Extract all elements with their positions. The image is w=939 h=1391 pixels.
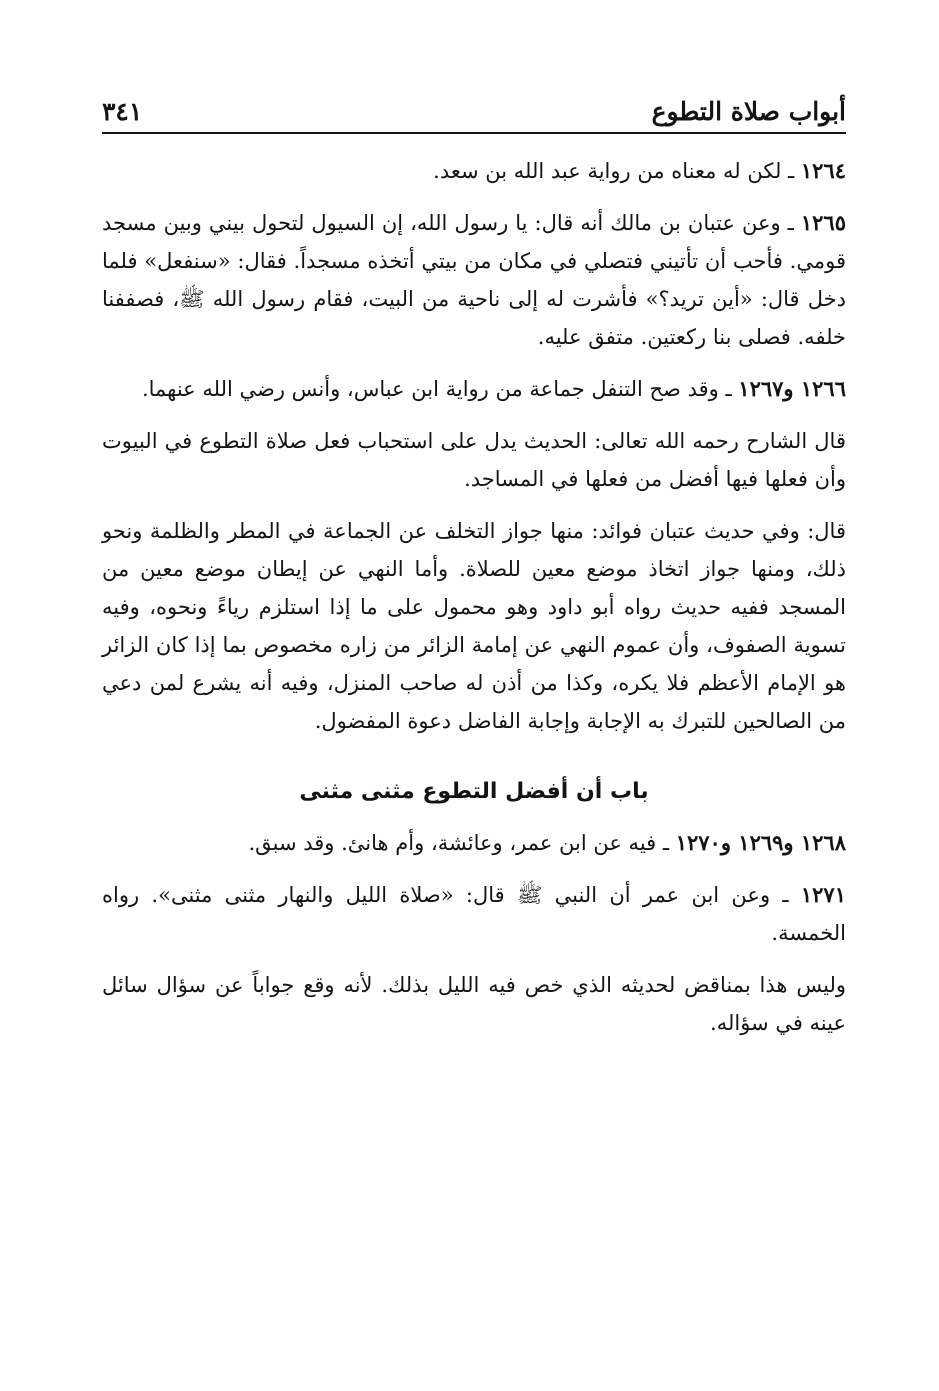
paragraph-text: ـ وعن عتبان بن مالك أنه قال: يا رسول الله، إن السيول لتحول بيني وبين مسجد قومي. فأحب أن تأتيني فتصلي في مكان من بيتي أتخذه مسجداً. فقال: «سنفعل» فلما دخل قال: «أين تريد؟» فأشرت له إلى ناحية من البيت، فقام رسول الله ﷺ، فصففنا خلفه. فصلى بنا ركعتين. متفق عليه. [102,211,846,349]
commentary-paragraph: قال الشارح رحمه الله تعالى: الحديث يدل على استحباب فعل صلاة التطوع في البيوت وأن فعلها فيها أفضل من فعلها في المساجد. [102,429,846,491]
hadith-number: ١٢٦٨ و١٢٦٩ و١٢٧٠ [675,830,846,855]
chapter-heading: باب أن أفضل التطوع مثنى مثنى [299,779,649,804]
hadith-number: ١٢٦٤ [800,158,846,183]
hadith-number: ١٢٧١ [800,882,846,907]
paragraph-1271 [102,876,846,952]
paragraph-text: ـ وقد صح التنفل جماعة من رواية ابن عباس، وأنس رضي الله عنهما. [141,377,732,401]
benefits-paragraph: قال: وفي حديث عتبان فوائد: منها جواز التخلف عن الجماعة في المطر والظلمة ونحو ذلك، ومنها جواز اتخاذ موضع معين للصلاة. وأما النهي عن إيطان موضع معين من المسجد ففيه حديث رواه أبو داود وهو محمول على ما إذا استلزم رياءً ونحوه، وفيه تسوية الصفوف، وأن عموم النهي عن إمامة الزائر من زاره مخصوص بما إذا كان الزائر هو الإمام الأعظم فلا يكره، وكذا من أذن له صاحب المنزل، وفيه أنه يشرع لمن دعي من الصالحين للتبرك به الإجابة وإجابة الفاضل دعوة المفضول. [102,519,846,733]
hadith-number: ١٢٦٦ و١٢٦٧ [738,376,846,401]
paragraph-text: ـ لكن له معناه من رواية عبد الله بن سعد. [433,159,795,183]
paragraph-1265 [102,204,846,356]
page-number: ٣٤١ [102,97,143,126]
paragraph-text: ـ فيه عن ابن عمر، وعائشة، وأم هانئ. وقد سبق. [248,831,670,855]
page-content [102,152,846,1042]
running-title: أبواب صلاة التطوع [651,97,846,126]
book-page [102,88,846,1056]
closing-paragraph: وليس هذا بمناقض لحديثه الذي خص فيه الليل بذلك. لأنه وقع جواباً عن سؤال سائل عينه في سؤاله. [102,973,846,1035]
hadith-number: ١٢٦٥ [800,210,846,235]
running-header [102,88,846,134]
paragraph-1264 [102,152,846,190]
paragraph-1268-1270 [102,824,846,862]
paragraph-text: ـ وعن ابن عمر أن النبي ﷺ قال: «صلاة الليل والنهار مثنى مثنى». رواه الخمسة. [102,883,846,945]
paragraph-1266-1267 [102,370,846,408]
